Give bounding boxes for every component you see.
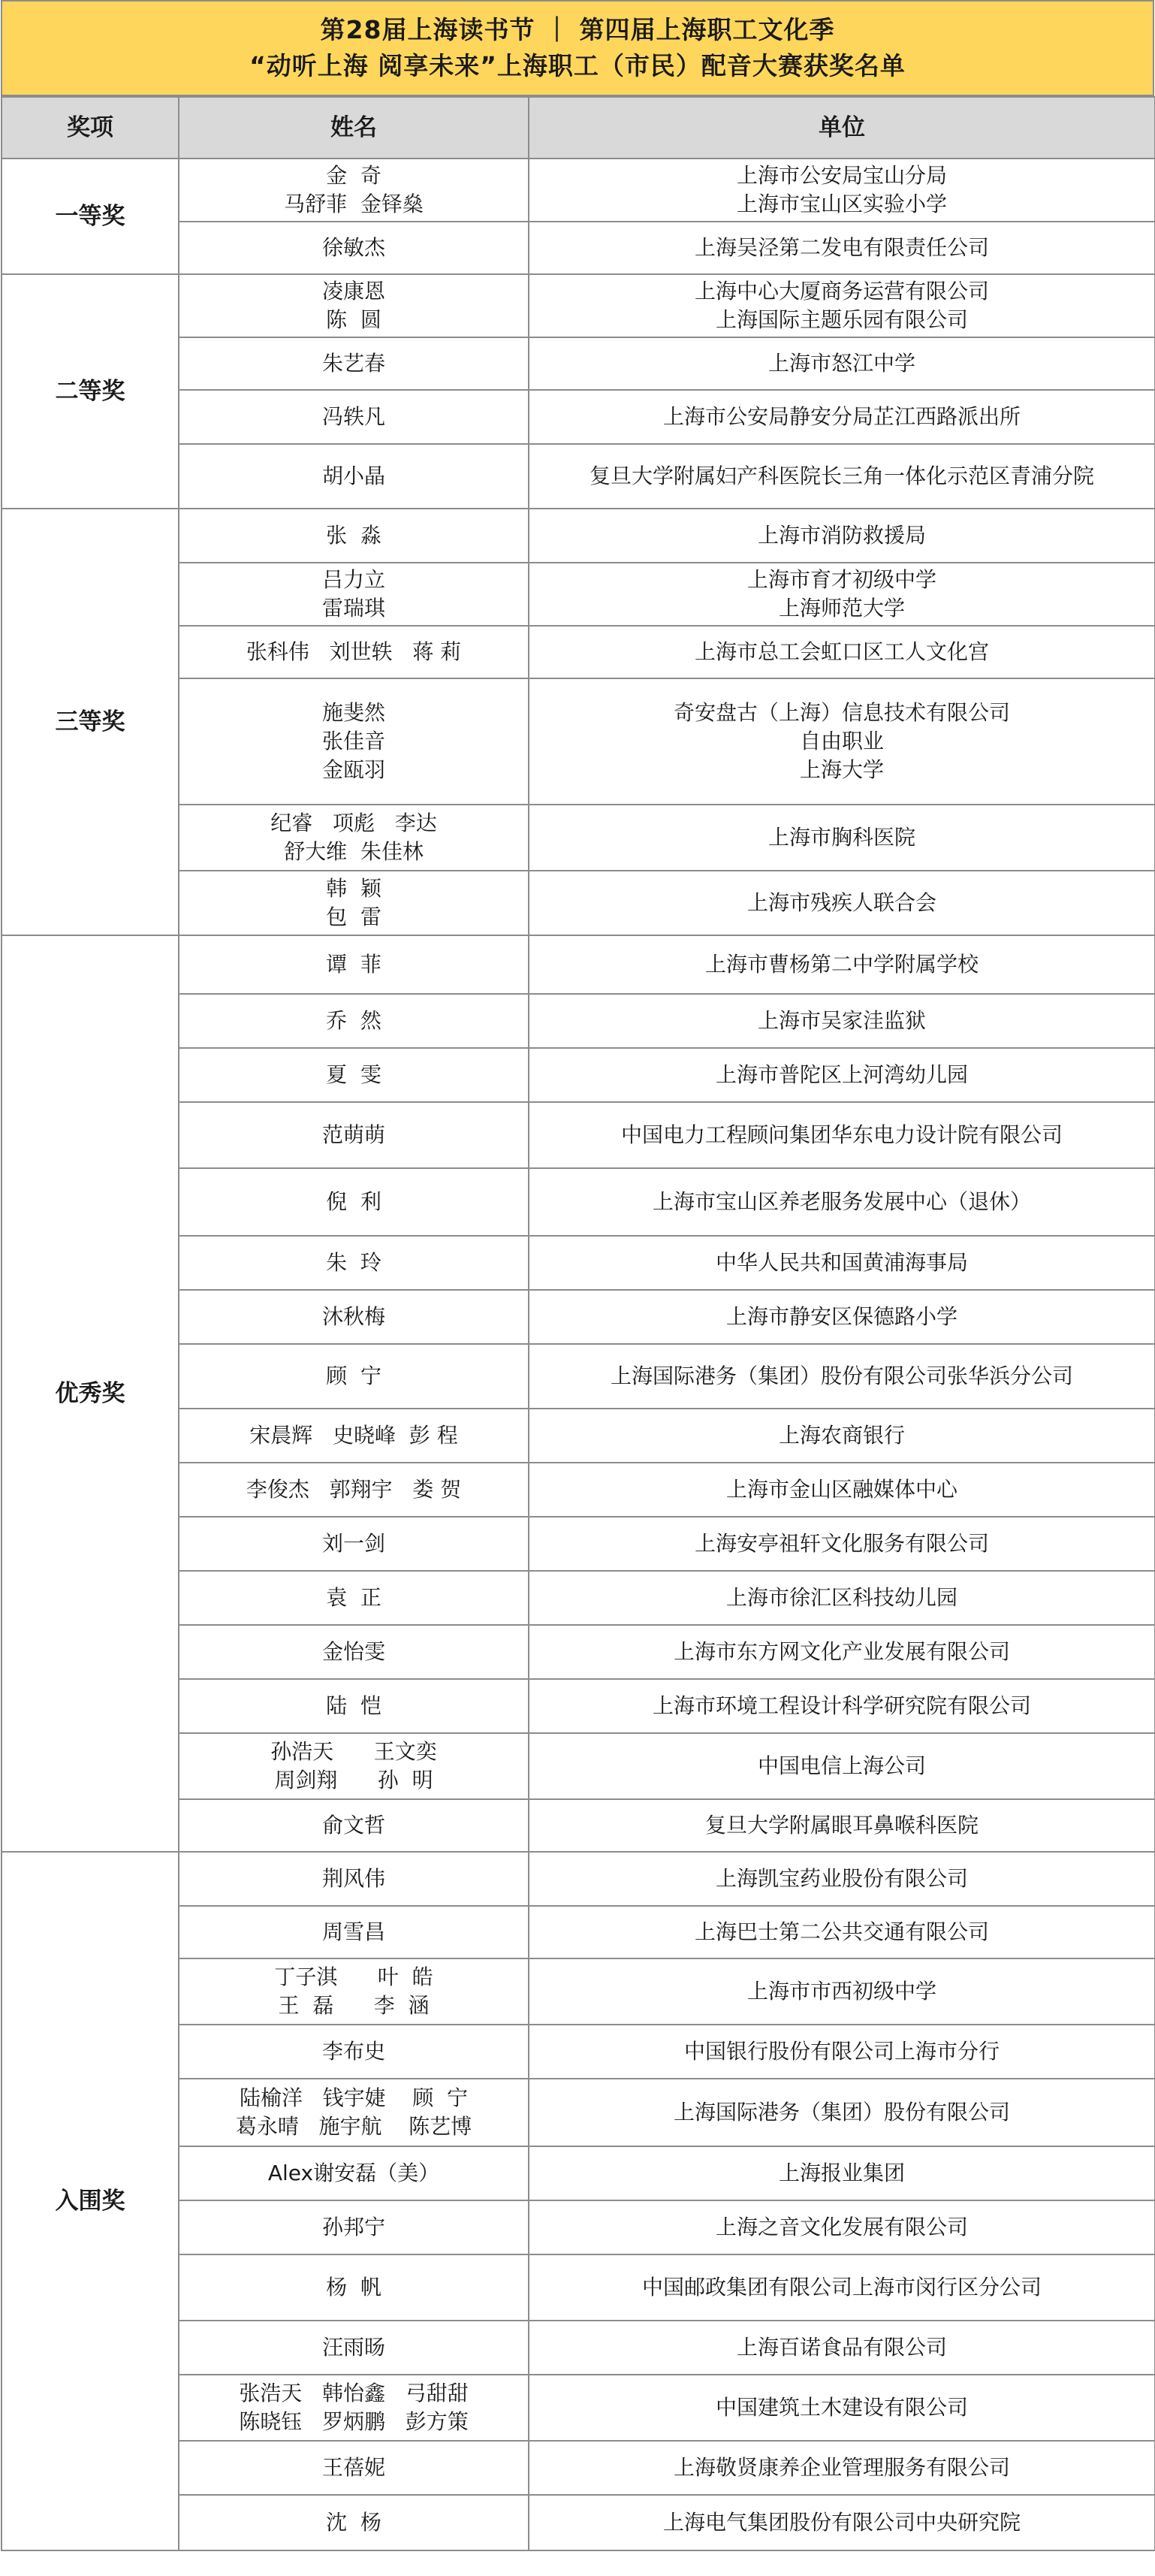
unit-name: 上海巴士第二公共交通有限公司 [694,1919,989,1944]
unit-cell [529,2375,1155,2441]
unit-name: 上海中心大厦商务运营有限公司 [694,279,989,304]
unit-cell [529,1733,1155,1799]
winner-name: 张佳音 [321,729,385,753]
names-cell [179,994,529,1048]
winner-name: 袁 正 [326,1585,381,1610]
unit-cell [529,2079,1155,2146]
winner-name: 包 雷 [326,904,381,929]
names-cell [179,1679,529,1733]
winner-name: 孙浩天 王文奕 [270,1739,437,1764]
unit-name: 奇安盘古（上海）信息技术有限公司 [673,700,1010,725]
unit-cell [529,390,1155,444]
unit-name: 上海报业集团 [778,2161,905,2185]
names-cell [179,1958,529,2025]
names-cell [179,1344,529,1409]
winner-name: 雷瑞琪 [321,596,385,621]
unit-cell [529,1463,1155,1517]
names-cell [179,2079,529,2146]
names-cell [179,444,529,509]
unit-name: 上海百诺食品有限公司 [736,2335,947,2360]
winner-name: 胡小晶 [321,464,385,488]
winner-name: 刘一剑 [321,1531,385,1556]
names-cell [179,2375,529,2441]
winner-name: 吕力立 [321,567,385,592]
unit-name: 复旦大学附属眼耳鼻喉科医院 [704,1813,979,1838]
winner-name: 陆榆洋 钱宇婕 顾 宁 [239,2085,469,2110]
winner-name: 荆风伟 [321,1866,385,1891]
winner-name: 朱 玲 [326,1250,381,1275]
unit-cell [529,1625,1155,1679]
award-table [1,96,1155,2551]
unit-name: 上海市宝山区实验小学 [736,192,947,216]
unit-cell [529,871,1155,935]
names-cell [179,2200,529,2254]
unit-cell [529,1958,1155,2025]
names-cell [179,1463,529,1517]
winner-name: 金怡雯 [321,1639,385,1664]
winner-name: 王 磊 李 涵 [278,1993,430,2018]
unit-cell [529,159,1155,222]
names-cell [179,1571,529,1625]
winner-name: 金瓯羽 [321,757,385,782]
winner-name: 葛永晴 施宇航 陈艺博 [235,2114,472,2139]
unit-name: 中国银行股份有限公司上海市分行 [683,2039,1000,2064]
header-award: 奖项 [2,97,179,159]
unit-name: 上海市金山区融媒体中心 [725,1477,957,1502]
names-cell [179,678,529,805]
unit-cell [529,2025,1155,2079]
unit-name: 上海市消防救援局 [757,523,926,548]
unit-name: 上海吴泾第二发电有限责任公司 [694,235,989,260]
unit-cell [529,2495,1155,2550]
table-row [2,1852,1155,1906]
names-cell [179,2321,529,2375]
unit-name: 中国电信上海公司 [757,1753,926,1778]
winner-name: 马舒菲 金铎燊 [284,192,424,216]
names-cell [179,222,529,274]
unit-cell [529,1679,1155,1733]
unit-cell [529,678,1155,805]
winner-name: 纪睿 项彪 李达 [270,811,437,835]
unit-name: 上海大学 [799,757,884,782]
table-row [2,935,1155,994]
winner-name: 孙邦宁 [321,2215,385,2239]
unit-name: 上海市徐汇区科技幼儿园 [725,1585,957,1610]
unit-name: 上海市吴家洼监狱 [757,1008,926,1033]
unit-name: 上海国际港务（集团）股份有限公司张华浜分公司 [610,1363,1073,1388]
header-row [2,97,1155,159]
winner-name: 周雪昌 [321,1919,385,1944]
award-level: 二等奖 [2,274,179,509]
names-cell [179,159,529,222]
unit-cell [529,444,1155,509]
unit-cell [529,2200,1155,2254]
winner-name: 韩 颖 [326,876,381,901]
unit-name: 上海市总工会虹口区工人文化宫 [694,639,989,664]
names-cell [179,509,529,563]
names-cell [179,337,529,390]
unit-name: 上海市普陀区上河湾幼儿园 [715,1062,968,1087]
names-cell [179,563,529,626]
unit-cell [529,1409,1155,1463]
winner-name: 李布史 [321,2039,385,2064]
unit-name: 中国电力工程顾问集团华东电力设计院有限公司 [620,1122,1063,1147]
winner-name: 宋晨辉 史晓峰 彭 程 [249,1423,458,1448]
unit-cell [529,1168,1155,1236]
unit-cell [529,1906,1155,1958]
unit-name: 上海市怒江中学 [767,351,915,376]
unit-name: 上海市环境工程设计科学研究院有限公司 [652,1693,1031,1718]
unit-name: 上海市育才初级中学 [746,567,936,592]
names-cell [179,2146,529,2200]
unit-name: 上海国际主题乐园有限公司 [715,307,968,332]
names-cell [179,2254,529,2321]
unit-name: 上海农商银行 [778,1423,905,1448]
unit-name: 自由职业 [799,729,884,753]
names-cell [179,2495,529,2550]
header-name: 姓名 [179,97,529,159]
winner-name: 李俊杰 郭翔宇 娄 贺 [246,1477,462,1502]
unit-name: 上海敬贤康养企业管理服务有限公司 [673,2455,1010,2480]
winner-name: 谭 菲 [326,952,381,977]
unit-name: 上海市公安局静安分局芷江西路派出所 [662,404,1021,429]
names-cell [179,1733,529,1799]
winner-name: Alex谢安磊（美） [267,2161,440,2185]
unit-cell [529,1290,1155,1344]
names-cell [179,935,529,994]
unit-cell [529,994,1155,1048]
award-level: 一等奖 [2,159,179,274]
winner-name: 沈 杨 [326,2510,381,2535]
names-cell [179,1102,529,1168]
unit-cell [529,935,1155,994]
names-cell [179,274,529,337]
unit-cell [529,626,1155,678]
names-cell [179,1906,529,1958]
winner-name: 乔 然 [326,1008,381,1033]
unit-name: 上海市静安区保德路小学 [725,1304,957,1329]
names-cell [179,2441,529,2495]
unit-name: 上海市残疾人联合会 [746,890,936,915]
winner-name: 丁子淇 叶 皓 [274,1964,433,1989]
unit-cell [529,1344,1155,1409]
unit-name: 中国建筑土木建设有限公司 [715,2395,968,2420]
winner-name: 舒大维 朱佳林 [284,839,424,864]
winner-name: 顾 宁 [326,1363,381,1388]
winner-name: 张科伟 刘世轶 蒋 莉 [246,639,462,664]
unit-name: 上海市宝山区养老服务发展中心（退休） [652,1189,1031,1214]
table-row [2,159,1155,222]
unit-cell [529,222,1155,274]
unit-name: 上海市胸科医院 [767,825,915,850]
page-title [1,0,1154,96]
winner-name: 陈晓钰 罗炳鹏 彭方策 [239,2409,469,2434]
unit-cell [529,2441,1155,2495]
winner-name: 施斐然 [321,700,385,725]
names-cell [179,1517,529,1571]
names-cell [179,1048,529,1102]
unit-name: 上海市市西初级中学 [746,1979,936,2004]
unit-name: 中国邮政集团有限公司上海市闵行区分公司 [641,2275,1042,2300]
names-cell [179,1168,529,1236]
unit-name: 上海市东方网文化产业发展有限公司 [673,1639,1010,1664]
unit-name: 中华人民共和国黄浦海事局 [715,1250,968,1275]
winner-name: 俞文哲 [321,1813,385,1838]
winner-name: 冯轶凡 [321,404,385,429]
unit-cell [529,1102,1155,1168]
unit-name: 上海之音文化发展有限公司 [715,2215,968,2239]
unit-cell [529,509,1155,563]
header-unit: 单位 [529,97,1155,159]
award-table-body [2,159,1155,2550]
award-level: 优秀奖 [2,935,179,1852]
unit-cell [529,337,1155,390]
unit-cell [529,1517,1155,1571]
unit-name: 上海市曹杨第二中学附属学校 [704,952,979,977]
award-level: 入围奖 [2,1852,179,2550]
names-cell [179,805,529,871]
winner-name: 杨 帆 [326,2275,381,2300]
unit-name: 上海师范大学 [778,596,905,621]
names-cell [179,1852,529,1906]
unit-cell [529,1799,1155,1852]
winner-name: 陈 圆 [326,307,381,332]
unit-name: 上海电气集团股份有限公司中央研究院 [662,2510,1021,2535]
unit-cell [529,1571,1155,1625]
winner-name: 金 奇 [326,163,381,188]
winner-name: 徐敏杰 [321,235,385,260]
unit-name: 上海国际港务（集团）股份有限公司 [673,2100,1010,2125]
unit-cell [529,563,1155,626]
winner-name: 夏 雯 [326,1062,381,1087]
winner-name: 张浩天 韩怡鑫 弓甜甜 [239,2381,469,2405]
names-cell [179,1409,529,1463]
winner-name: 汪雨旸 [321,2335,385,2360]
award-list [1,0,1154,2551]
unit-name: 上海安亭祖轩文化服务有限公司 [694,1531,989,1556]
title-line-1: 第28届上海读书节 ｜ 第四届上海职工文化季 [320,15,835,44]
unit-cell [529,2321,1155,2375]
names-cell [179,1290,529,1344]
unit-cell [529,2146,1155,2200]
winner-name: 朱艺春 [321,351,385,376]
winner-name: 张 淼 [326,523,381,548]
names-cell [179,1236,529,1290]
winner-name: 陆 恺 [326,1693,381,1718]
unit-name: 上海凯宝药业股份有限公司 [715,1866,968,1891]
winner-name: 倪 利 [326,1189,381,1214]
unit-cell [529,2254,1155,2321]
award-level: 三等奖 [2,509,179,935]
names-cell [179,1625,529,1679]
title-line-2: “动听上海 阅享未来”上海职工（市民）配音大赛获奖名单 [249,51,906,80]
winner-name: 周剑翔 孙 明 [274,1768,433,1792]
unit-cell [529,274,1155,337]
winner-name: 凌康恩 [321,279,385,304]
table-row [2,509,1155,563]
names-cell [179,390,529,444]
unit-cell [529,1048,1155,1102]
unit-cell [529,1852,1155,1906]
unit-name: 复旦大学附属妇产科医院长三角一体化示范区青浦分院 [589,464,1094,488]
unit-cell [529,805,1155,871]
unit-name: 上海市公安局宝山分局 [736,163,947,188]
names-cell [179,1799,529,1852]
winner-name: 范萌萌 [321,1122,385,1147]
table-row [2,274,1155,337]
unit-cell [529,1236,1155,1290]
names-cell [179,871,529,935]
winner-name: 沐秋梅 [321,1304,385,1329]
names-cell [179,626,529,678]
names-cell [179,2025,529,2079]
winner-name: 王蓓妮 [321,2455,385,2480]
